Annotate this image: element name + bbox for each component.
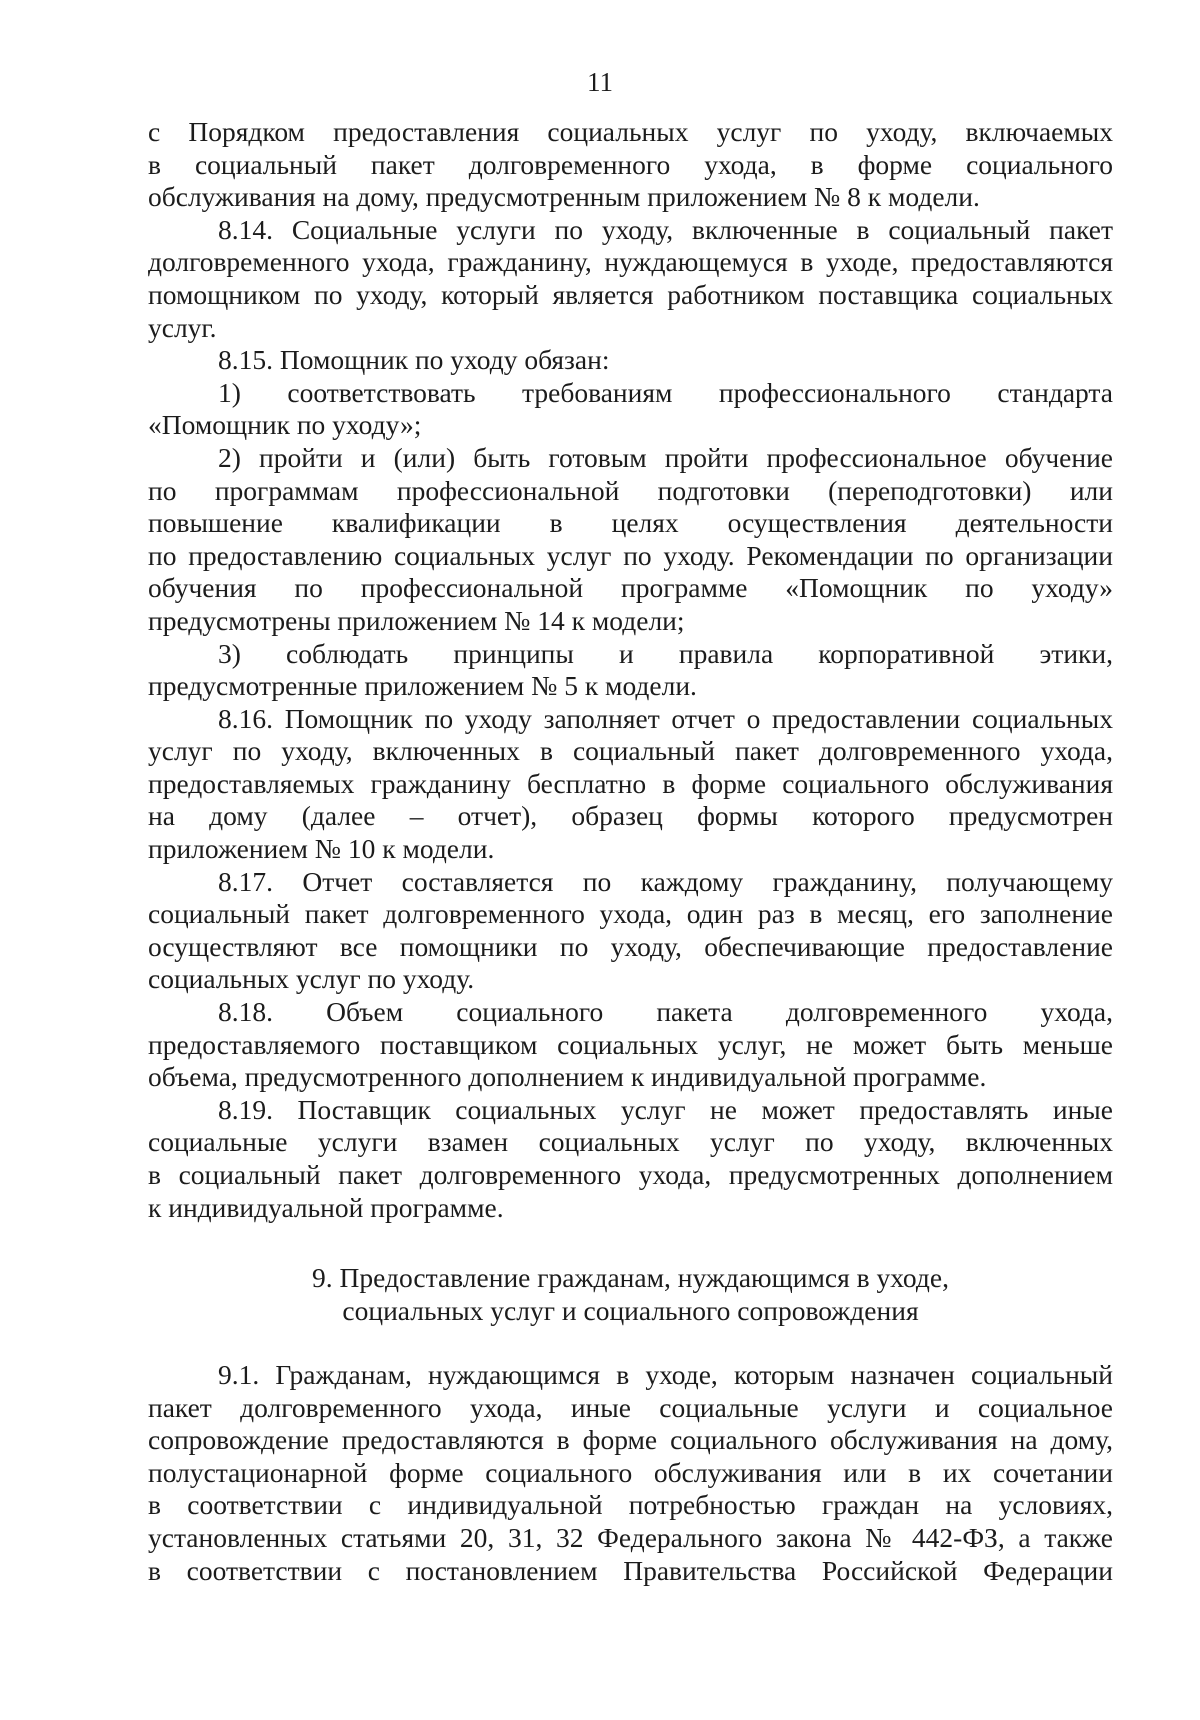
text-line: предоставляемого поставщиком социальных услуг, не может быть меньше <box>148 1028 1113 1060</box>
text-line: в соответствии с индивидуальной потребностью граждан на условиях, <box>148 1489 1113 1521</box>
text-line: предусмотренные приложением № 5 к модели. <box>148 670 697 702</box>
heading-line: 9. Предоставление гражданам, нуждающимся в уходе, <box>312 1262 949 1293</box>
text-line: пакет долговременного ухода, иные социальные услуги и социальное <box>148 1391 1113 1423</box>
paragraphs-section-9 <box>148 1359 1113 1587</box>
text-line: услуг. <box>148 311 217 343</box>
page-number: 11 <box>587 67 613 97</box>
text-line: по программам профессиональной подготовки (переподготовки) или <box>148 474 1113 506</box>
text-line: предусмотрены приложением № 14 к модели; <box>148 604 685 636</box>
text-line: на дому (далее – отчет), образец формы которого предусмотрен <box>148 800 1113 832</box>
text-line: объема, предусмотренного дополнением к индивидуальной программе. <box>148 1061 987 1093</box>
text-line: социальные услуги взамен социальных услуг по уходу, включенных <box>148 1126 1113 1158</box>
text-line: социальных услуг по уходу. <box>148 963 475 995</box>
section-9-heading <box>148 1262 1113 1327</box>
text-line: в соответствии с постановлением Правительства Российской Федерации <box>148 1554 1113 1586</box>
paragraphs-section-8 <box>148 116 1113 1224</box>
text-line: 2) пройти и (или) быть готовым пройти профессиональное обучение <box>218 441 1113 473</box>
text-line: приложением № 10 к модели. <box>148 833 495 865</box>
text-line: 8.15. Помощник по уходу обязан: <box>218 344 610 376</box>
text-line: по предоставлению социальных услуг по уходу. Рекомендации по организации <box>148 539 1113 571</box>
text-line: осуществляют все помощники по уходу, обеспечивающие предоставление <box>148 930 1113 962</box>
text-line: установленных статьями 20, 31, 32 Федерального закона № 442-ФЗ, а также <box>148 1521 1113 1553</box>
text-line: социальный пакет долговременного ухода, один раз в месяц, его заполнение <box>148 898 1113 930</box>
text-line: 8.16. Помощник по уходу заполняет отчет о предоставлении социальных <box>218 702 1113 734</box>
text-line: с Порядком предоставления социальных услуг по уходу, включаемых <box>148 116 1113 147</box>
text-line: к индивидуальной программе. <box>148 1191 504 1223</box>
heading-line: социальных услуг и социального сопровождения <box>342 1294 919 1326</box>
text-line: 8.18. Объем социального пакета долговременного ухода, <box>218 996 1113 1028</box>
text-line: обучения по профессиональной программе «Помощник по уходу» <box>148 572 1113 604</box>
text-line: полустационарной форме социального обслуживания или в их сочетании <box>148 1456 1113 1488</box>
text-line: 8.17. Отчет составляется по каждому гражданину, получающему <box>218 865 1113 897</box>
text-line: 8.19. Поставщик социальных услуг не может предоставлять иные <box>218 1093 1113 1125</box>
text-line: 9.1. Гражданам, нуждающимся в уходе, которым назначен социальный <box>218 1359 1113 1390</box>
text-line: долговременного ухода, гражданину, нуждающемуся в уходе, предоставляются <box>148 246 1113 278</box>
text-line: услуг по уходу, включенных в социальный пакет долговременного ухода, <box>148 735 1113 767</box>
text-line: обслуживания на дому, предусмотренным приложением № 8 к модели. <box>148 181 980 213</box>
text-line: 3) соблюдать принципы и правила корпоративной этики, <box>218 637 1113 669</box>
text-line: «Помощник по уходу»; <box>148 409 422 441</box>
text-line: повышение квалификации в целях осуществления деятельности <box>148 507 1113 539</box>
text-line: сопровождение предоставляются в форме социального обслуживания на дому, <box>148 1424 1113 1456</box>
text-line: предоставляемых гражданину бесплатно в форме социального обслуживания <box>148 767 1113 799</box>
text-line: в социальный пакет долговременного ухода, в форме социального <box>148 148 1113 180</box>
text-line: 8.14. Социальные услуги по уходу, включенные в социальный пакет <box>218 213 1113 245</box>
text-line: в социальный пакет долговременного ухода, предусмотренных дополнением <box>148 1159 1113 1190</box>
text-line: помощником по уходу, который является работником поставщика социальных <box>148 278 1113 310</box>
text-line: 1) соответствовать требованиям профессионального стандарта <box>218 376 1113 408</box>
